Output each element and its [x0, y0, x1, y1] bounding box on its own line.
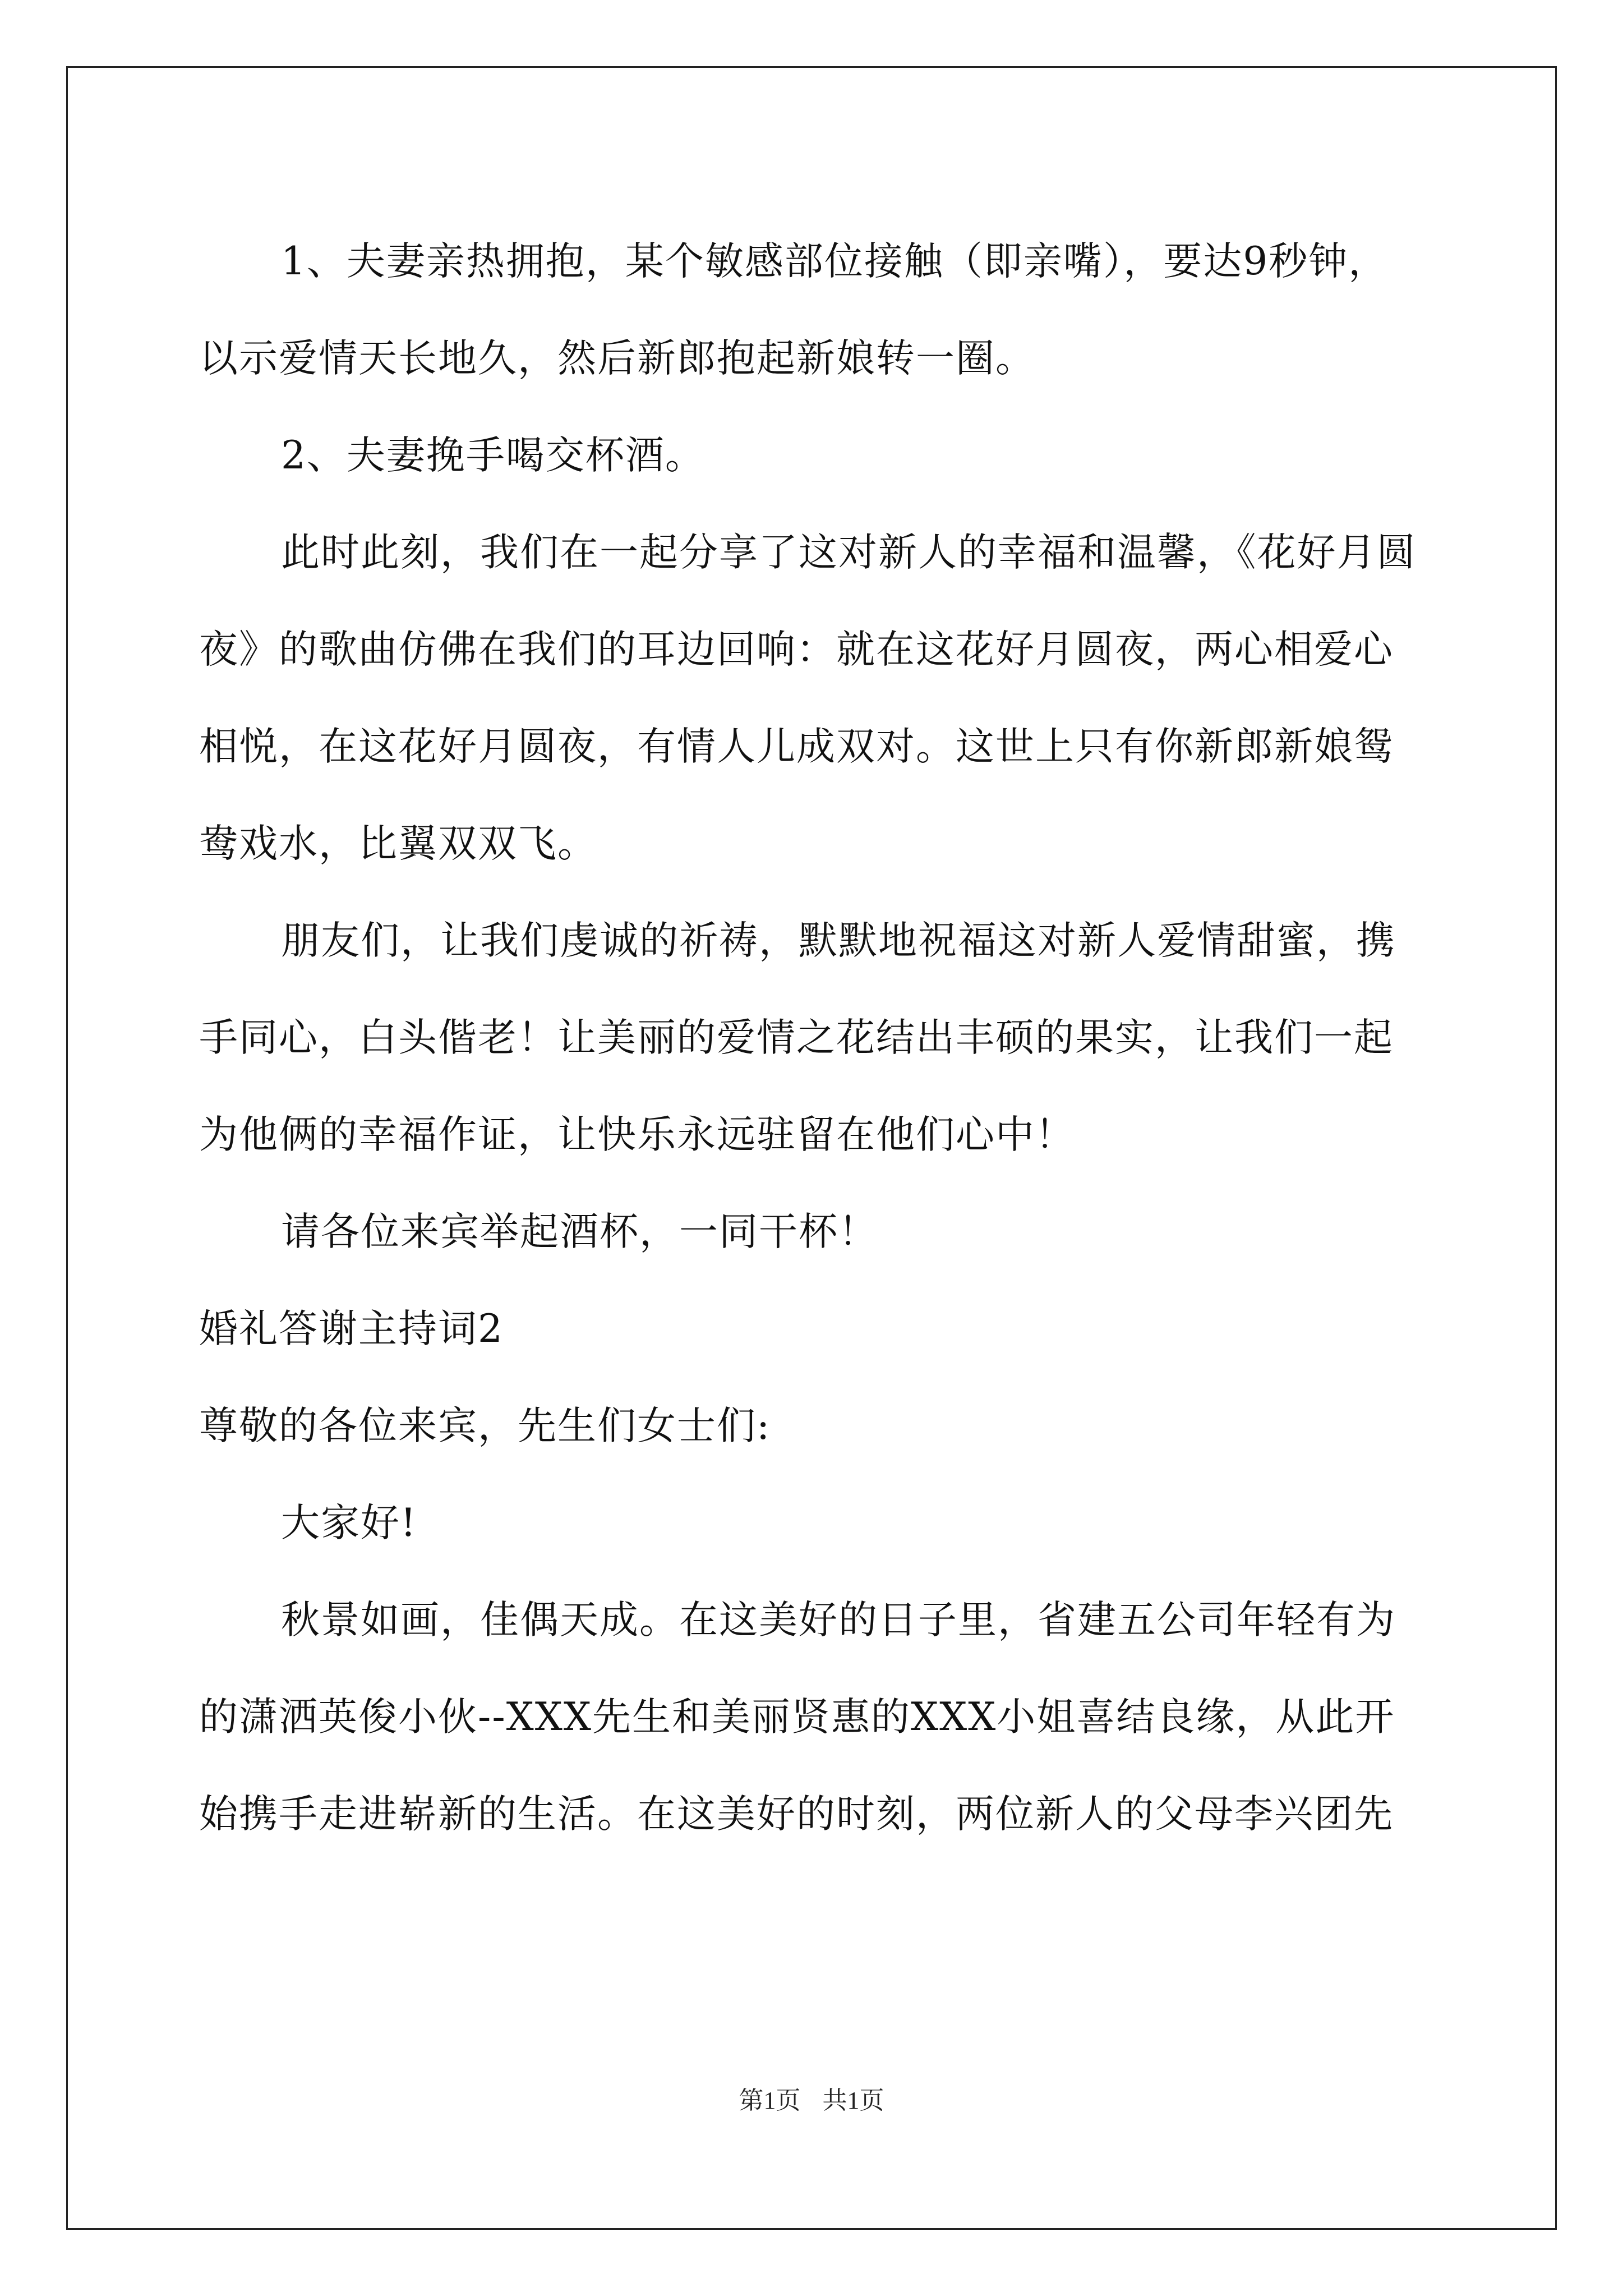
greeting: 大家好!	[281, 1501, 417, 1545]
document-body	[199, 213, 1427, 1863]
paragraph: 请各位来宾举起酒杯，一同干杯！	[281, 1209, 878, 1254]
paragraph: 2、夫妻挽手喝交杯酒。	[281, 433, 705, 478]
paragraph: 1、夫妻亲热拥抱，某个敏感部位接触（即亲嘴），要达9秒钟，以示爱情天长地久，然后新郎抱起新娘转一圈。	[199, 239, 1389, 381]
salutation: 尊敬的各位来宾，先生们女士们:	[199, 1404, 771, 1448]
page-footer	[0, 2080, 1623, 2116]
page-total: 共1页	[822, 2087, 884, 2114]
paragraph: 朋友们，让我们虔诚的祈祷，默默地祝福这对新人爱情甜蜜，携手同心，白头偕老！让美丽的爱情之花结出丰硕的果实，让我们一起为他俩的幸福作证，让快乐永远驻留在他们心中！	[199, 918, 1396, 1157]
page-number: 第1页	[739, 2087, 801, 2114]
section-heading: 婚礼答谢主持词2	[199, 1306, 504, 1351]
paragraph: 秋景如画，佳偶天成。在这美好的日子里，省建五公司年轻有为的潇洒英俊小伙--XXX先生和美丽贤惠的XXX小姐喜结良缘，从此开始携手走进崭新的生活。在这美好的时刻，两位新人的父母李兴团先	[199, 1598, 1396, 1837]
paragraph: 此时此刻，我们在一起分享了这对新人的幸福和温馨，《花好月圆夜》的歌曲仿佛在我们的耳边回响：就在这花好月圆夜，两心相爱心相悦，在这花好月圆夜，有情人儿成双对。这世上只有你新郎新娘鸳鸯戏水，比翼双双飞。	[199, 530, 1417, 866]
